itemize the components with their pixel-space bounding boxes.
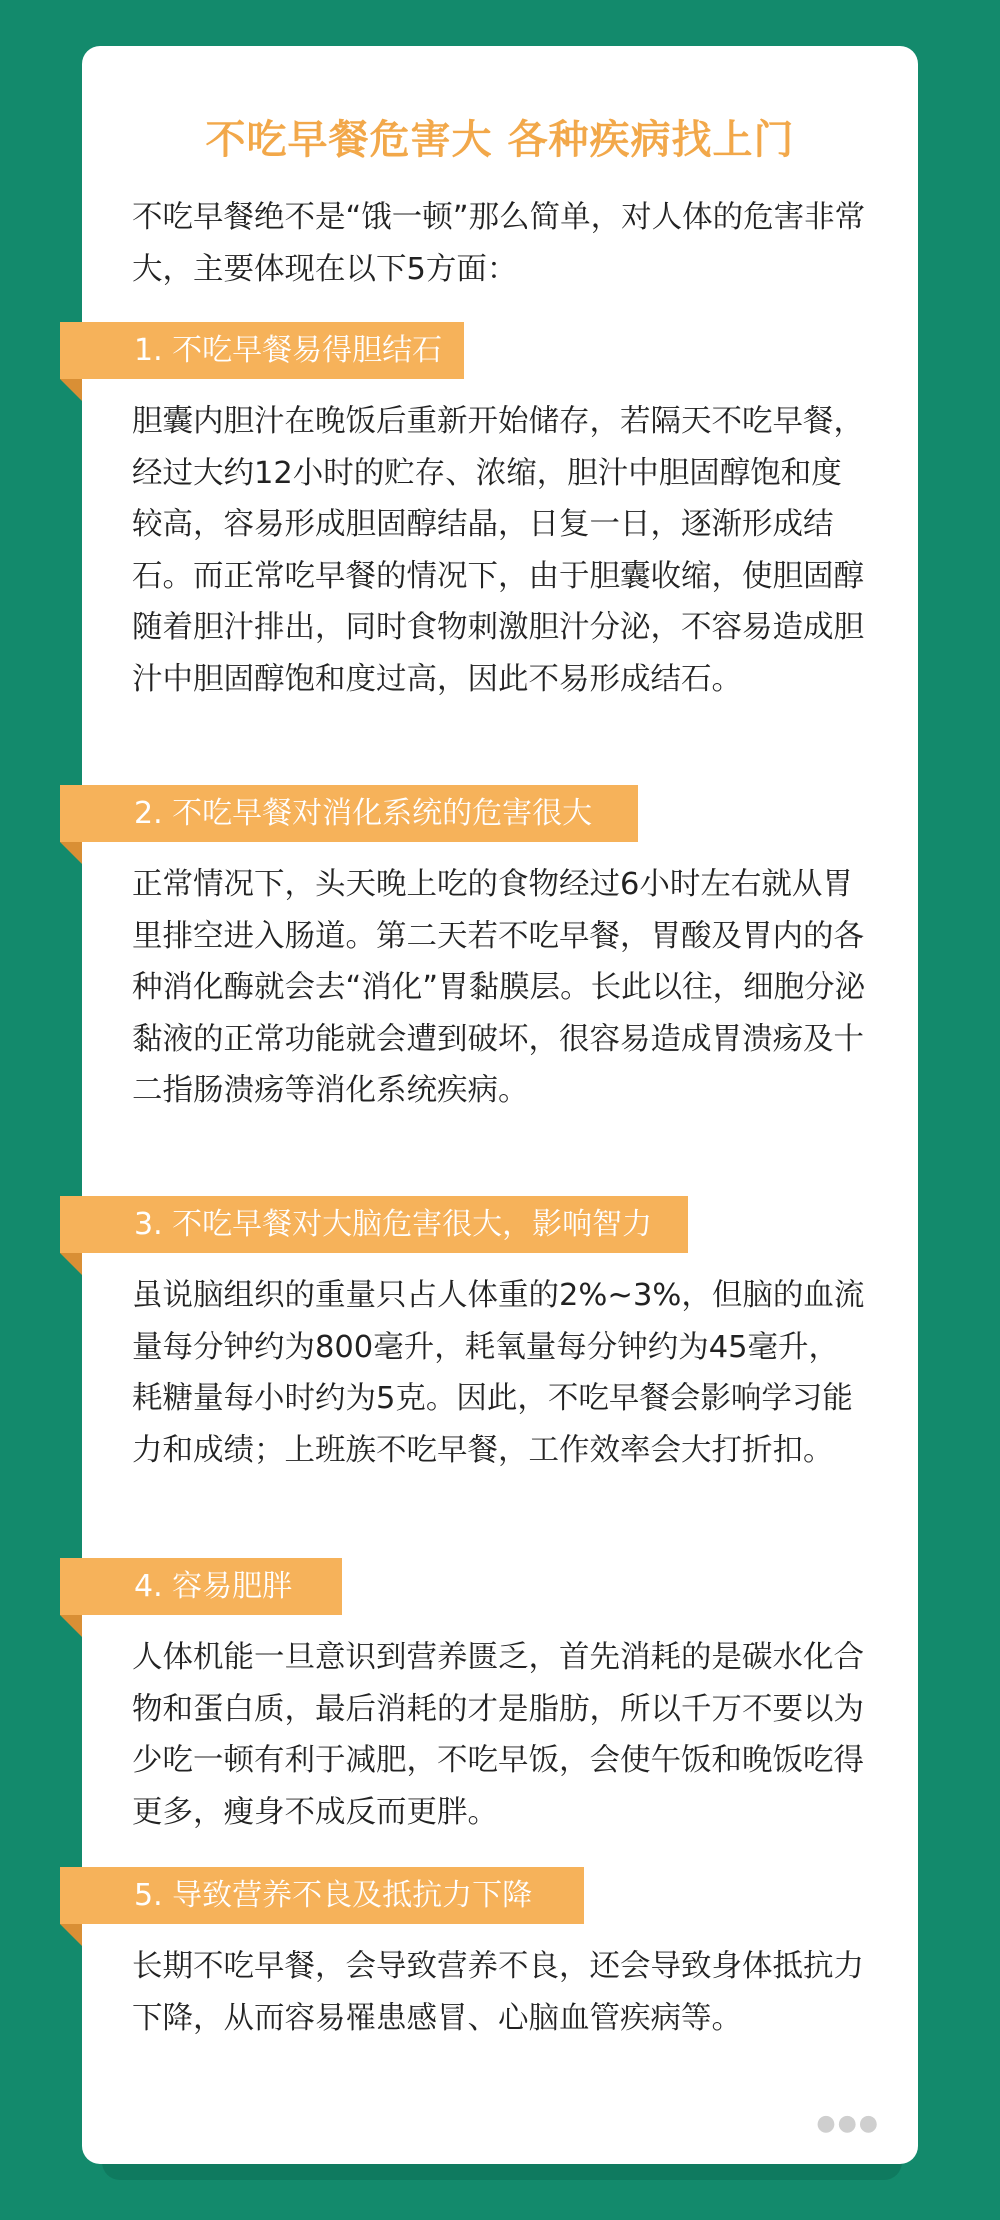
section-1-body: 胆囊内胆汁在晚饭后重新开始储存，若隔天不吃早餐，经过大约12小时的贮存、浓缩，胆汁中胆固醇饱和度较高，容易形成胆固醇结晶，日复一日，逐渐形成结石。而正常吃早餐的情况下，由于胆囊收缩，使胆固醇随着胆汁排出，同时食物刺激胆汁分泌，不容易造成胆汁中胆固醇饱和度过高，因此不易形成结石。 <box>132 404 864 697</box>
section-4-heading: 4. 容易肥胖 <box>60 1558 342 1615</box>
section-2-body: 正常情况下，头天晚上吃的食物经过6小时左右就从胃里排空进入肠道。第二天若不吃早餐，胃酸及胃内的各种消化酶就会去“消化”胃黏膜层。长此以往，细胞分泌黏液的正常功能就会遭到破坏，很容易造成胃溃疡及十二指肠溃疡等消化系统疾病。 <box>132 867 866 1108</box>
section-2-heading: 2. 不吃早餐对消化系统的危害很大 <box>60 785 638 842</box>
section-5-heading: 5. 导致营养不良及抵抗力下降 <box>60 1867 584 1924</box>
section-3-heading: 3. 不吃早餐对大脑危害很大，影响智力 <box>60 1196 688 1253</box>
section-5-body: 长期不吃早餐，会导致营养不良，还会导致身体抵抗力下降，从而容易罹患感冒、心脑血管疾病等。 <box>132 1949 864 2036</box>
article-card <box>82 46 918 2164</box>
section-3-body: 虽说脑组织的重量只占人体重的2%~3%，但脑的血流量每分钟约为800毫升，耗氧量每分钟约为45毫升，耗糖量每小时约为5克。因此，不吃早餐会影响学习能力和成绩；上班族不吃早餐，工作效率会大打折扣。 <box>132 1278 865 1468</box>
section-1-heading: 1. 不吃早餐易得胆结石 <box>60 322 464 379</box>
intro-paragraph: 不吃早餐绝不是“饿一顿”那么简单，对人体的危害非常大，主要体现在以下5方面： <box>132 200 866 287</box>
article-title: 不吃早餐危害大 各种疾病找上门 <box>205 117 795 163</box>
more-dots-icon[interactable]: ●●● <box>816 2111 880 2136</box>
section-4-body: 人体机能一旦意识到营养匮乏，首先消耗的是碳水化合物和蛋白质，最后消耗的才是脂肪，所以千万不要以为少吃一顿有利于减肥，不吃早饭，会使午饭和晚饭吃得更多，瘦身不成反而更胖。 <box>132 1640 864 1830</box>
